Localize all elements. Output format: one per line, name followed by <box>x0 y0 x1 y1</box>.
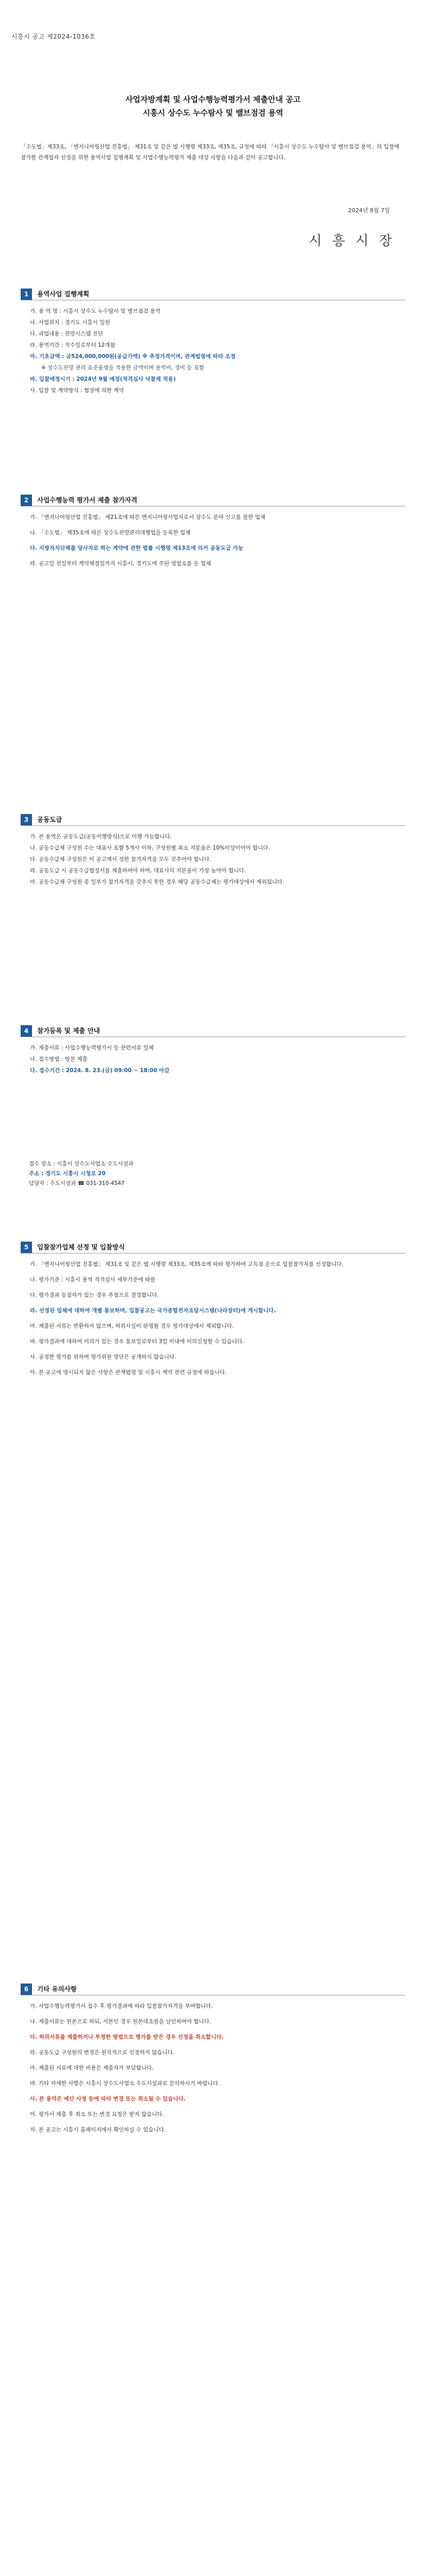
line: 나. 접수방법 : 방문 제출 <box>30 1056 88 1062</box>
section-number: 4 <box>21 1025 32 1037</box>
section-header <box>21 1984 405 1995</box>
section-body <box>21 506 405 569</box>
line: 자. 본 공고는 시흥시 홈페이지에서 확인하실 수 있습니다. <box>30 2127 166 2133</box>
line: 다. 평가결과 동점자가 있는 경우 추첨으로 결정합니다. <box>30 1292 159 1298</box>
section-body <box>21 826 405 887</box>
line: 다. 지방자치단체를 당사자로 하는 계약에 관한 법률 시행령 제13조에 의거 공동도급 가능 <box>30 545 243 551</box>
title-line-1: 사업자방계획 및 사업수행능력평가서 제출안내 공고 <box>125 95 301 104</box>
section-number: 2 <box>21 495 32 506</box>
section-title: 사업수행능력 평가서 제출 참가자격 <box>37 496 138 504</box>
section-title: 입찰참가업체 선정 및 입찰방식 <box>37 1243 125 1251</box>
section-6 <box>21 1984 405 2137</box>
line: 라. 공동도급 구성원의 변경은 원칙적으로 인정하지 않습니다. <box>30 2049 175 2056</box>
notice-number: 시흥시 공고 제2024-1036호 <box>11 33 96 40</box>
line: 아. 본 공고에 명시되지 않은 사항은 관계법령 및 시흥시 계약 관련 규정에 따릅니다. <box>30 1369 227 1376</box>
section-5 <box>21 1242 405 1379</box>
line: 사. 입찰 및 계약방식 : 협상에 의한 계약 <box>30 387 124 394</box>
line: 사. 공정한 평가를 위하여 평가위원 명단은 공개하지 않습니다. <box>30 1354 176 1360</box>
section-body <box>21 1995 405 2135</box>
section-4 <box>21 1025 405 1077</box>
line: 나. 제출서류는 원본으로 하되, 사본인 경우 원본대조필을 날인하여야 합니다. <box>30 2019 211 2025</box>
line: 라. 선정된 업체에 대하여 개별 통보하며, 입찰공고는 국가종합전자조달시스템(나라장터)에 게시합니다. <box>30 1308 276 1314</box>
line: 아. 평가서 제출 후 취소 또는 변경 요청은 받지 않습니다. <box>30 2111 164 2117</box>
intro-paragraph: 「수도법」제33조, 「엔지니어링산업 진흥법」 제31조 및 같은 법 시행령 제33조, 제35조, 규정에 따라 「시흥시 상수도 누수탐사 및 밸브점검 용역」의 입찰에 참가할 관계업자 선정을 위한 용역사업 집행계획 및 사업수행능력평가 제출 대상 사항을 다음과 같이 공고합니다. <box>21 144 400 161</box>
line: 마. 제출된 서류에 대한 비용은 제출자가 부담합니다. <box>30 2065 154 2071</box>
line: 다. 과업내용 : 관망시스템 진단 <box>30 331 103 337</box>
issuer-name: 시 흥 시 장 <box>308 233 395 249</box>
title-line-2: 시흥시 상수도 누수탐사 및 밸브점검 용역 <box>142 108 284 117</box>
section-header <box>21 289 405 300</box>
section-body <box>21 1253 405 1378</box>
line: 바. 입찰예정시기 : 2024년 9월 예정(적격심사 낙찰제 적용) <box>30 376 176 382</box>
section-title: 용역사업 집행계획 <box>37 290 89 298</box>
line: 가. 제출서류 : 사업수행능력평가서 등 관련서류 일체 <box>30 1045 154 1051</box>
section-number: 5 <box>21 1242 32 1253</box>
line: 마. 공동수급체 구성원 중 일부가 참가자격을 갖추지 못한 경우 해당 공동수급체는 평가대상에서 제외됩니다. <box>30 879 285 885</box>
line: 가. 본 용역은 공동도급(공동이행방식)으로 이행 가능합니다. <box>30 834 172 840</box>
section-title: 기타 유의사항 <box>37 1985 77 1993</box>
section-number: 1 <box>21 289 32 300</box>
line: 가. 「엔지니어링산업 진흥법」 제21조에 따른 엔지니어링사업자로서 상수도 분야 신고를 필한 업체 <box>30 514 266 520</box>
section-body <box>21 1037 405 1076</box>
line: 가. 용 역 명 : 시흥시 상수도 누수탐사 및 밸브점검 용역 <box>30 308 161 314</box>
line: 마. 기초금액 : 금524,000,000원(공급가액) ※ 추정가격이며, 관계법령에 따라 조정 <box>30 353 236 360</box>
section-2 <box>21 495 405 570</box>
submission-address <box>29 1159 397 1189</box>
section-header <box>21 1025 405 1037</box>
section-1 <box>21 289 405 397</box>
address-line: 접수 장소 : 시흥시 상수도사업소 수도시설과 <box>29 1161 134 1167</box>
line: 나. 「수도법」 제35조에 따른 상수도관망관리대행업을 등록한 업체 <box>30 530 191 536</box>
section-header <box>21 495 405 506</box>
line: 나. 공동수급체 구성원 수는 대표사 포함 5개사 이하, 구성원별 최소 지분율은 10%이상이어야 합니다. <box>30 845 270 851</box>
line: 바. 기타 자세한 사항은 시흥시 상수도사업소 수도시설과로 문의하시기 바랍니다. <box>30 2080 220 2087</box>
address-line: 담당자 : 수도시설과 ☎ 031-310-4547 <box>29 1180 125 1187</box>
section-number: 6 <box>21 1984 32 1995</box>
line: 마. 제출된 서류는 반환하지 않으며, 허위사실이 판명될 경우 평가대상에서 제외합니다. <box>30 1323 234 1329</box>
line: 나. 사업위치 : 경기도 시흥시 일원 <box>30 319 110 326</box>
note: ※ 상수도관망 관리 표준품셈을 적용한 금액이며 용역비, 경비 등 포함 <box>41 365 205 371</box>
section-header <box>21 1242 405 1253</box>
line: 바. 평가결과에 대하여 이의가 있는 경우 통보일로부터 3일 이내에 이의신청할 수 있습니다. <box>30 1338 244 1345</box>
line: 라. 용역기간 : 착수일로부터 12개월 <box>30 342 116 348</box>
line: 가. 「엔지니어링산업 진흥법」 제31조 및 같은 법 시행령 제33조, 제35조에 따라 평가하여 고득점 순으로 입찰참가자를 선정합니다. <box>30 1261 344 1267</box>
line: 나. 평가기준 : 시흥시 용역 적격심사 세부기준에 따름 <box>30 1277 156 1283</box>
document-title <box>0 93 426 120</box>
section-title: 공동도급 <box>37 816 62 824</box>
line: 라. 공동도급 시 공동수급협정서를 제출하여야 하며, 대표사의 지분율이 가장 높아야 합니다. <box>30 868 246 874</box>
notice-date: 2024년 8월 7일 <box>348 207 390 214</box>
section-header <box>21 814 405 826</box>
section-3 <box>21 814 405 889</box>
line: 사. 본 용역은 예산 사정 등에 따라 변경 또는 취소될 수 있습니다. <box>30 2096 186 2102</box>
section-number: 3 <box>21 814 32 825</box>
line: 다. 허위서류를 제출하거나 부정한 방법으로 평가를 받은 경우 선정을 취소합니다. <box>30 2034 224 2040</box>
address-line: 주소 : 경기도 시흥시 시청로 20 <box>29 1171 106 1177</box>
line: 라. 공고일 전일부터 계약체결일까지 시흥시, 경기도에 주된 영업소를 둔 업체 <box>30 561 211 567</box>
section-title: 참가등록 및 제출 안내 <box>37 1027 100 1035</box>
line: 가. 사업수행능력평가서 접수 후 평가결과에 따라 입찰참가자격을 부여합니다. <box>30 2003 213 2009</box>
line: 다. 공동수급체 구성원은 이 공고에서 정한 참가자격을 모두 갖추어야 합니다. <box>30 856 211 862</box>
section-body <box>21 300 405 396</box>
line: 다. 접수기간 : 2024. 8. 23.(금) 09:00 ~ 18:00 마감 <box>30 1067 170 1074</box>
